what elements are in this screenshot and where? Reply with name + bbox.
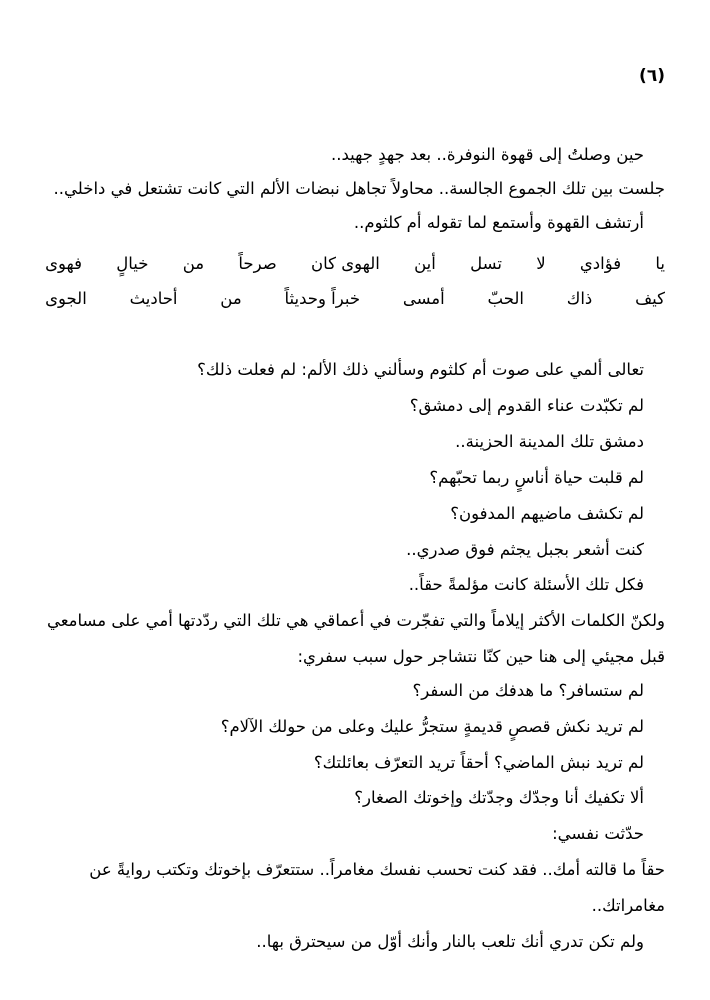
- poem-word: الهوى كان: [310, 254, 380, 273]
- text-line: ألا تكفيك أنا وجدّك وجدّتك وإخوتك الصغار؟: [354, 788, 644, 807]
- poem-word: الجوى: [45, 289, 87, 308]
- text-line: قبل مجيئي إلى هنا حين كنّا نتشاجر حول سبب سفري:: [297, 647, 665, 666]
- poem-word: كيف: [635, 289, 665, 308]
- text-line: مغامراتك..: [591, 896, 665, 915]
- text-line: ولكنّ الكلمات الأكثر إيلاماً والتي تفجّرت في أعماقي هي تلك التي ردّدتها أمي على مسامعي: [46, 611, 665, 630]
- text-line: فكل تلك الأسئلة كانت مؤلمةً حقاً..: [408, 575, 644, 594]
- poem-word: خبراً وحديثاً: [284, 289, 361, 308]
- text-line: لم قلبت حياة أناسٍ ربما تحبّهم؟: [429, 468, 644, 487]
- text-line: حدّثت نفسي:: [552, 824, 644, 843]
- page-number: (٦): [639, 66, 665, 86]
- poem-word: لا: [536, 254, 546, 273]
- text-line: تعالى ألمي على صوت أم كلثوم وسألني ذلك الألم: لم فعلت ذلك؟: [197, 360, 644, 379]
- text-line: لم تريد نكش قصصٍ قديمةٍ ستجرُّ عليك وعلى من حولك الآلام؟: [220, 717, 644, 736]
- poem-word: من: [220, 289, 242, 308]
- poem-word: يا: [655, 254, 665, 273]
- text-line: لم تكشف ماضيهم المدفون؟: [450, 504, 644, 523]
- poem-word: تسل: [470, 254, 502, 273]
- poem-word: أمسى: [402, 289, 445, 308]
- text-line: لم تكبّدت عناء القدوم إلى دمشق؟: [409, 396, 644, 415]
- poem-word: صرحاً: [238, 254, 277, 273]
- text-line: لم تريد نبش الماضي؟ أحقاً تريد التعرّف بعائلتك؟: [313, 753, 644, 772]
- text-line: حين وصلتُ إلى قهوة النوفرة.. بعد جهدٍ جهيد..: [331, 145, 644, 164]
- poem-line-1: [45, 252, 665, 276]
- text-line: كنت أشعر بجبل يجثم فوق صدري..: [406, 540, 644, 559]
- text-line: لم ستسافر؟ ما هدفك من السفر؟: [412, 681, 644, 700]
- poem-word: أحاديث: [129, 289, 178, 308]
- poem-word: فؤادي: [579, 254, 622, 273]
- poem-word: ذاك: [566, 289, 593, 308]
- poem-word: من: [182, 254, 205, 273]
- poem-word: خيالٍ: [116, 254, 149, 273]
- text-line: أرتشف القهوة وأستمع لما تقوله أم كلثوم..: [353, 213, 644, 232]
- text-line: ولم تكن تدري أنك تلعب بالنار وأنك أوّل من سيحترق بها..: [256, 932, 644, 951]
- poem-word: أين: [414, 254, 436, 273]
- poem-word: الحبّ: [487, 289, 524, 308]
- text-line: جلست بين تلك الجموع الجالسة.. محاولاً تجاهل نبضات الألم التي كانت تشتعل في داخلي..: [53, 179, 665, 198]
- text-line: حقاً ما قالته أمك.. فقد كنت تحسب نفسك مغامراً.. ستتعرّف بإخوتك وتكتب روايةً عن: [89, 860, 665, 879]
- poem-line-2: [45, 287, 665, 311]
- text-line: دمشق تلك المدينة الحزينة..: [455, 432, 644, 451]
- poem-word: فهوى: [45, 254, 83, 273]
